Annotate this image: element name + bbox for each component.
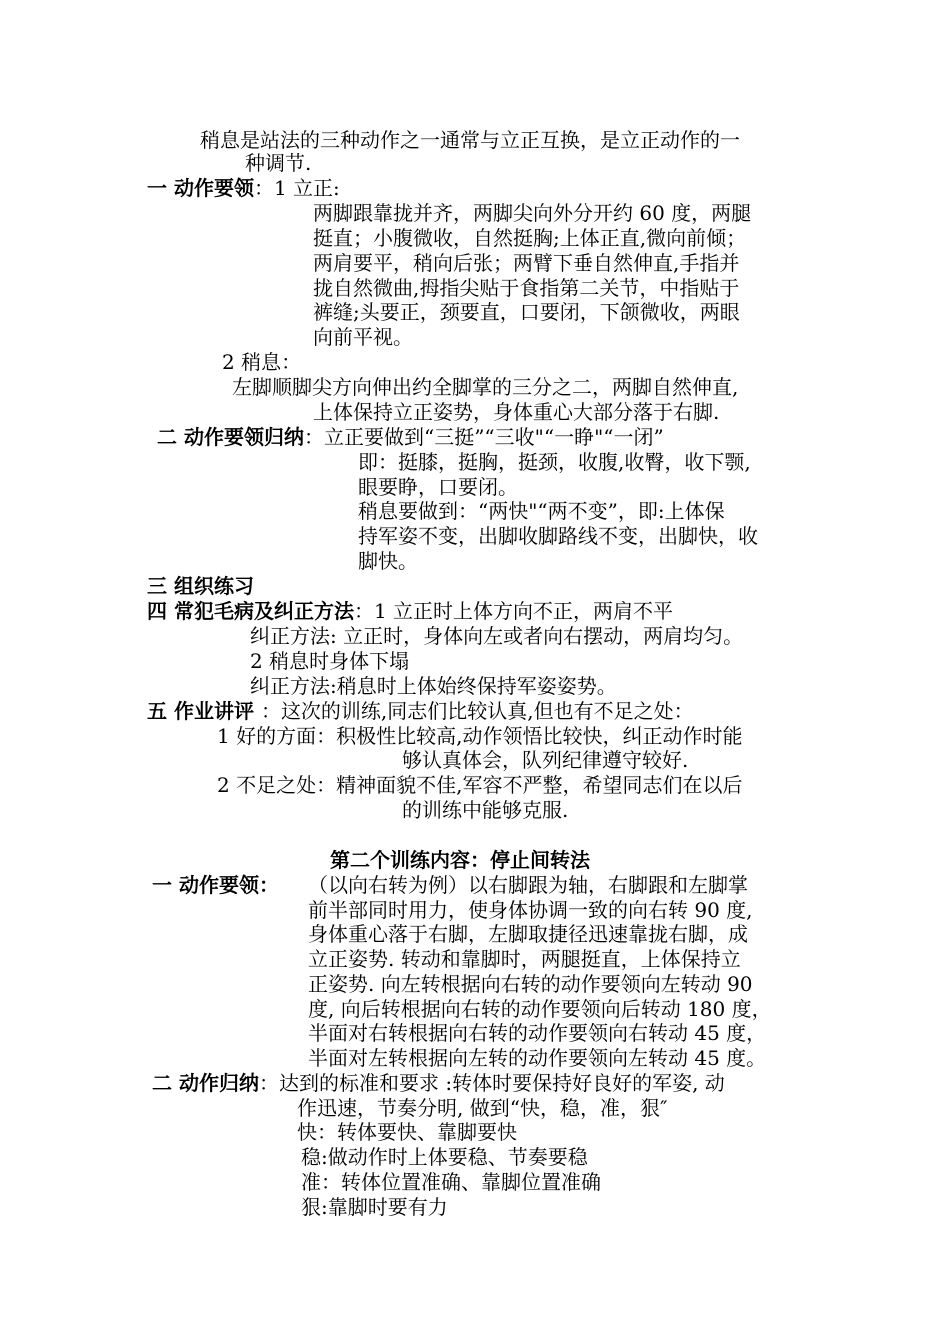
part-2-section-1-line: 半面对左转根据向左转的动作要领向左转动 45 度。 (308, 1046, 767, 1070)
section-5-good-line: 1 好的方面：积极性比较高,动作领悟比较快，纠正动作时能 (217, 724, 743, 748)
section-1-sep: ： (253, 176, 274, 200)
section-4-label: 四 常犯毛病及纠正方法 (147, 599, 354, 623)
section-4-sep: ： (353, 599, 374, 623)
section-4-line: 纠正方法: 立正时，身体向左或者向右摆动，两肩均匀。 (250, 624, 744, 648)
part-2-section-2-line: 作迅速，节奏分明, 做到“快，稳，准，狠″ (297, 1096, 668, 1120)
section-5-sep: ： (260, 699, 281, 723)
section-5-first-line: 这次的训练,同志们比较认真,但也有不足之处： (280, 699, 694, 723)
part-2-section-1-line: （以向右转为例）以右脚跟为轴，右脚跟和左脚掌 (308, 873, 748, 897)
section-4-first-line: 1 立正时上体方向不正，两肩不平 (373, 599, 674, 623)
section-5-good-line: 够认真体会，队列纪律遵守较好. (402, 748, 689, 772)
section-2-line: 稍息要做到：“两快"“两不变”，即:上体保 (358, 499, 725, 523)
section-2-line: 眼要睁，口要闭。 (358, 475, 518, 499)
part-2-section-1-line: 度, 向后转根据向右转的动作要领向后转动 180 度， (308, 997, 772, 1021)
part-2-section-2-line: 狠:靠脚时要有力 (301, 1195, 448, 1219)
section-2-line: 持军姿不变，出脚收脚路线不变，出脚快，收 (358, 524, 758, 548)
section-1-item1-line: 两脚跟靠拢并齐，两脚尖向外分开约 60 度，两腿 (313, 201, 752, 225)
part-2-section-2-heading (152, 1071, 725, 1095)
section-2-line: 即：挺膝，挺胸，挺颈，收腹,收臀，收下颚, (358, 450, 751, 474)
part-2-title: 第二个训练内容：停止间转法 (330, 848, 590, 872)
part-2-section-1-line: 身体重心落于右脚，左脚取捷径迅速靠拢右脚，成 (308, 922, 748, 946)
intro-line: 种调节. (245, 151, 312, 175)
section-1-item1-line: 两肩要平，稍向后张；两臂下垂自然伸直,手指并 (313, 251, 740, 275)
section-1-heading (147, 176, 340, 200)
section-5-bad-line: 的训练中能够克服. (402, 798, 569, 822)
section-5-heading (147, 699, 694, 723)
section-1-item1-line: 挺直；小腹微收，自然挺胸;上体正直,微向前倾； (313, 226, 747, 250)
section-4-heading (147, 599, 673, 623)
part-2-section-2-label: 二 动作归纳 (152, 1071, 259, 1095)
section-3-heading: 三 组织练习 (147, 574, 254, 598)
part-2-section-2-sep: ： (258, 1071, 279, 1095)
section-1-item1-line: 裤缝;头要正，颈要直，口要闭，下颌微收，两眼 (313, 300, 740, 324)
part-2-section-2-first-line: 达到的标准和要求 :转体时要保持好良好的军姿, 动 (278, 1071, 725, 1095)
section-1-item1-title: 1 立正: (273, 176, 340, 200)
part-2-section-1-line: 半面对右转根据向右转的动作要领向右转动 45 度， (308, 1021, 767, 1045)
section-4-line: 2 稍息时身体下塌 (250, 649, 410, 673)
section-2-line: 脚快。 (358, 549, 418, 573)
section-4-line: 纠正方法:稍息时上体始终保持军姿姿势。 (250, 674, 617, 698)
section-1-item2-line: 上体保持立正姿势，身体重心大部分落于右脚. (313, 400, 720, 424)
section-2-first-line: 立正要做到“三挺”“三收"“一睁"“一闭” (323, 425, 664, 449)
part-2-section-1-line: 前半部同时用力，使身体协调一致的向右转 90 度, (308, 898, 753, 922)
section-2-heading (157, 425, 664, 449)
section-1-label: 一 动作要领 (147, 176, 254, 200)
intro-line: 稍息是站法的三种动作之一通常与立正互换，是立正动作的一 (200, 128, 740, 152)
section-2-label: 二 动作要领归纳 (157, 425, 304, 449)
section-5-bad-line: 2 不足之处：精神面貌不佳,军容不严整，希望同志们在以后 (217, 773, 743, 797)
part-2-section-1-line: 立正姿势. 转动和靠脚时，两腿挺直，上体保持立 (308, 947, 741, 971)
section-5-label: 五 作业讲评 (147, 699, 261, 723)
section-2-sep: ： (303, 425, 324, 449)
section-1-item1-line: 向前平视。 (313, 325, 413, 349)
part-2-section-2-line: 快：转体要快、靠脚要快 (297, 1120, 517, 1144)
section-1-item1-line: 拢自然微曲,拇指尖贴于食指第二关节，中指贴于 (313, 276, 740, 300)
part-2-section-2-line: 准：转体位置准确、靠脚位置准确 (301, 1170, 601, 1194)
part-2-section-1-line: 正姿势. 向左转根据向右转的动作要领向左转动 90 (308, 972, 753, 996)
section-1-item2-title: 2 稍息： (222, 350, 302, 374)
section-1-item2-line: 左脚顺脚尖方向伸出约全脚掌的三分之二，两脚自然伸直, (232, 375, 739, 399)
part-2-section-2-line: 稳:做动作时上体要稳、节奏要稳 (301, 1145, 588, 1169)
part-2-section-1-label: 一 动作要领： (152, 873, 279, 897)
